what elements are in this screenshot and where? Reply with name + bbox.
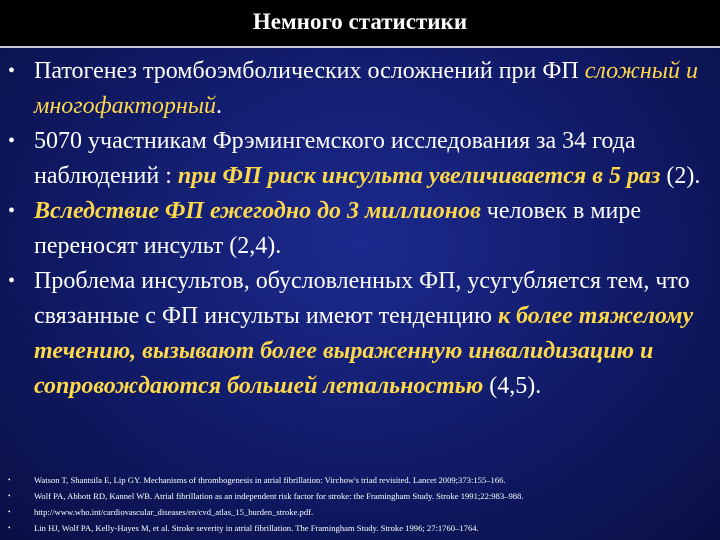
bullet-text: Проблема инсультов, обусловленных ФП, усугубляется тем, что связанные с ФП инсульты имеют тенденцию к более тяжелому течению, вызывают более выраженную инвалидизацию и сопровождаются большей летальностью (4,5).	[34, 268, 694, 399]
highlight-text: сложный и многофакторный	[34, 58, 698, 119]
reference-text: Lin HJ, Wolf PA, Kelly-Hayes M, et al. Stroke severity in atrial fibrillation. The Framingham Study. Stroke 1996; 27:1760–1764.	[34, 523, 479, 533]
reference-item	[0, 472, 720, 488]
bullet-list	[0, 54, 712, 404]
bullet-text: Патогенез тромбоэмболических осложнений при ФП сложный и многофакторный.	[34, 58, 698, 119]
highlight-text: Вследствие ФП ежегодно до 3 миллионов	[34, 198, 481, 224]
bullet-item	[0, 264, 712, 404]
reference-text[interactable]: http://www.who.int/cardiovascular_diseases/en/cvd_atlas_15_burden_stroke.pdf.	[34, 507, 314, 517]
highlight-text: к более тяжелому течению, вызывают более выраженную инвалидизацию и сопровождаются большей летальностью	[34, 303, 694, 399]
reference-bullet-icon: •	[8, 492, 11, 500]
bullet-item	[0, 124, 712, 194]
reference-bullet-icon: •	[8, 524, 11, 532]
bullet-dot-icon: •	[8, 200, 16, 222]
highlight-text: при ФП риск инсульта увеличивается в 5 раз	[177, 163, 661, 189]
reference-list	[0, 472, 720, 540]
reference-item	[0, 488, 720, 504]
bullet-dot-icon: •	[8, 270, 16, 292]
title-bar	[0, 0, 720, 46]
slide-title: Немного статистики	[252, 9, 468, 34]
reference-text: Watson T, Shantsila E, Lip GY. Mechanisms of thrombogenesis in atrial fibrillation: Virchow's triad revisited. Lancet 2009;373:155–166.	[34, 475, 506, 485]
reference-text: Wolf PA, Abbott RD, Kannel WB. Atrial fibrillation as an independent risk factor for stroke: the Framingham Study. Stroke 1991;22:983–988.	[34, 491, 524, 501]
bullet-dot-icon: •	[8, 130, 16, 152]
reference-bullet-icon: •	[8, 476, 11, 484]
bullet-item	[0, 54, 712, 124]
bullet-item	[0, 194, 712, 264]
reference-item	[0, 520, 720, 536]
bullet-text: 5070 участникам Фрэмингемского исследования за 34 года наблюдений : при ФП риск инсульта увеличивается в 5 раз (2).	[34, 128, 701, 189]
bullet-text: Вследствие ФП ежегодно до 3 миллионов человек в мире переносят инсульт (2,4).	[34, 198, 642, 259]
bullet-dot-icon: •	[8, 60, 16, 82]
reference-item	[0, 504, 720, 520]
title-divider	[0, 46, 720, 48]
reference-bullet-icon: •	[8, 508, 11, 516]
